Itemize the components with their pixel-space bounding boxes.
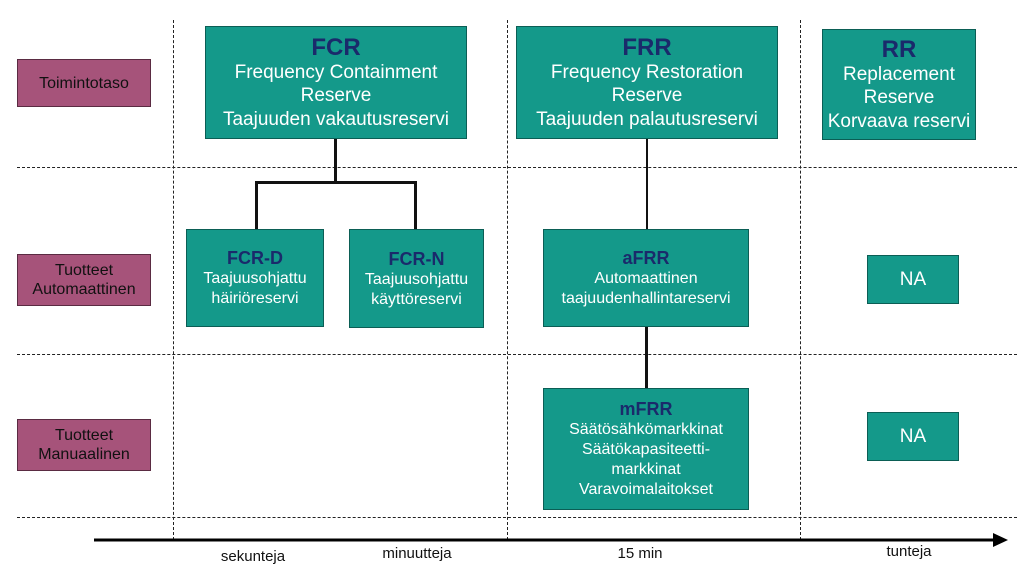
mfrr-line-4: Varavoimalaitokset	[579, 481, 713, 498]
row-divider-3	[17, 517, 1017, 518]
na-automatic-text: NA	[899, 268, 927, 290]
fcr-line-2: Reserve	[300, 85, 372, 107]
afrr-box	[543, 229, 749, 327]
connector-frr-afrr	[646, 139, 648, 230]
fcr-n-line-1: Taajuusohjattu	[364, 270, 469, 288]
fcr-d-title: FCR-D	[227, 248, 283, 268]
fcr-n-title: FCR-N	[388, 248, 445, 269]
fcr-d-line-1: Taajuusohjattu	[203, 270, 307, 287]
rr-line-1: Replacement	[843, 63, 955, 85]
row-label-manual-line-2: Manuaalinen	[38, 446, 130, 463]
rr-box	[822, 29, 976, 140]
afrr-line-2: taajuudenhallintareservi	[561, 290, 731, 307]
mfrr-box	[543, 388, 749, 510]
frr-title: FRR	[622, 33, 672, 61]
rr-title: RR	[881, 35, 917, 63]
column-divider-1	[173, 20, 174, 540]
afrr-title: aFRR	[622, 248, 670, 268]
time-axis-arrow	[0, 528, 1024, 552]
frr-line-1: Frequency Restoration	[550, 61, 744, 83]
frr-line-2: Reserve	[611, 85, 683, 107]
fcr-box	[205, 26, 467, 139]
na-automatic-box	[867, 255, 959, 304]
connector-fcr-horizontal	[255, 181, 417, 184]
axis-label-tunteja: tunteja	[886, 543, 932, 560]
axis-label-15-min: 15 min	[617, 545, 663, 562]
mfrr-line-3: markkinat	[611, 461, 681, 478]
frr-line-3: Taajuuden palautusreservi	[536, 108, 758, 130]
row-label-auto-line-1: Tuotteet	[54, 262, 114, 279]
na-manual-text: NA	[899, 425, 927, 447]
fcr-line-3: Taajuuden vakautusreservi	[222, 108, 450, 130]
fcr-title: FCR	[311, 33, 361, 61]
axis-label-minuutteja: minuutteja	[382, 545, 452, 562]
row-divider-2	[17, 354, 1017, 355]
connector-fcr-down	[334, 139, 337, 183]
mfrr-line-2: Säätökapasiteetti-	[581, 441, 711, 458]
rr-line-3: Korvaava reservi	[827, 110, 971, 132]
row-label-toimintotaso-text: Toimintotaso	[39, 74, 129, 92]
fcr-n-line-2: käyttöreservi	[371, 290, 462, 308]
row-divider-1	[17, 167, 1017, 168]
row-label-tuotteet-automaattinen	[17, 254, 151, 306]
row-label-toimintotaso	[17, 59, 151, 107]
row-label-auto-line-2: Automaattinen	[32, 281, 136, 298]
connector-fcr-n	[414, 181, 417, 230]
rr-line-2: Reserve	[863, 87, 935, 109]
frr-box	[516, 26, 778, 139]
fcr-d-box	[186, 229, 324, 327]
row-label-tuotteet-manuaalinen	[17, 419, 151, 471]
afrr-line-1: Automaattinen	[594, 270, 698, 287]
na-manual-box	[867, 412, 959, 461]
fcr-d-line-2: häiriöreservi	[211, 290, 299, 307]
column-divider-3	[800, 20, 801, 540]
fcr-line-1: Frequency Containment	[234, 61, 438, 83]
connector-fcr-d	[255, 181, 258, 230]
column-divider-2	[507, 20, 508, 540]
connector-afrr-mfrr	[645, 327, 648, 388]
mfrr-line-1: Säätösähkömarkkinat	[569, 421, 723, 438]
mfrr-title: mFRR	[619, 399, 673, 419]
row-label-manual-line-1: Tuotteet	[54, 427, 114, 444]
axis-label-sekunteja: sekunteja	[220, 548, 286, 565]
fcr-n-box	[349, 229, 484, 328]
